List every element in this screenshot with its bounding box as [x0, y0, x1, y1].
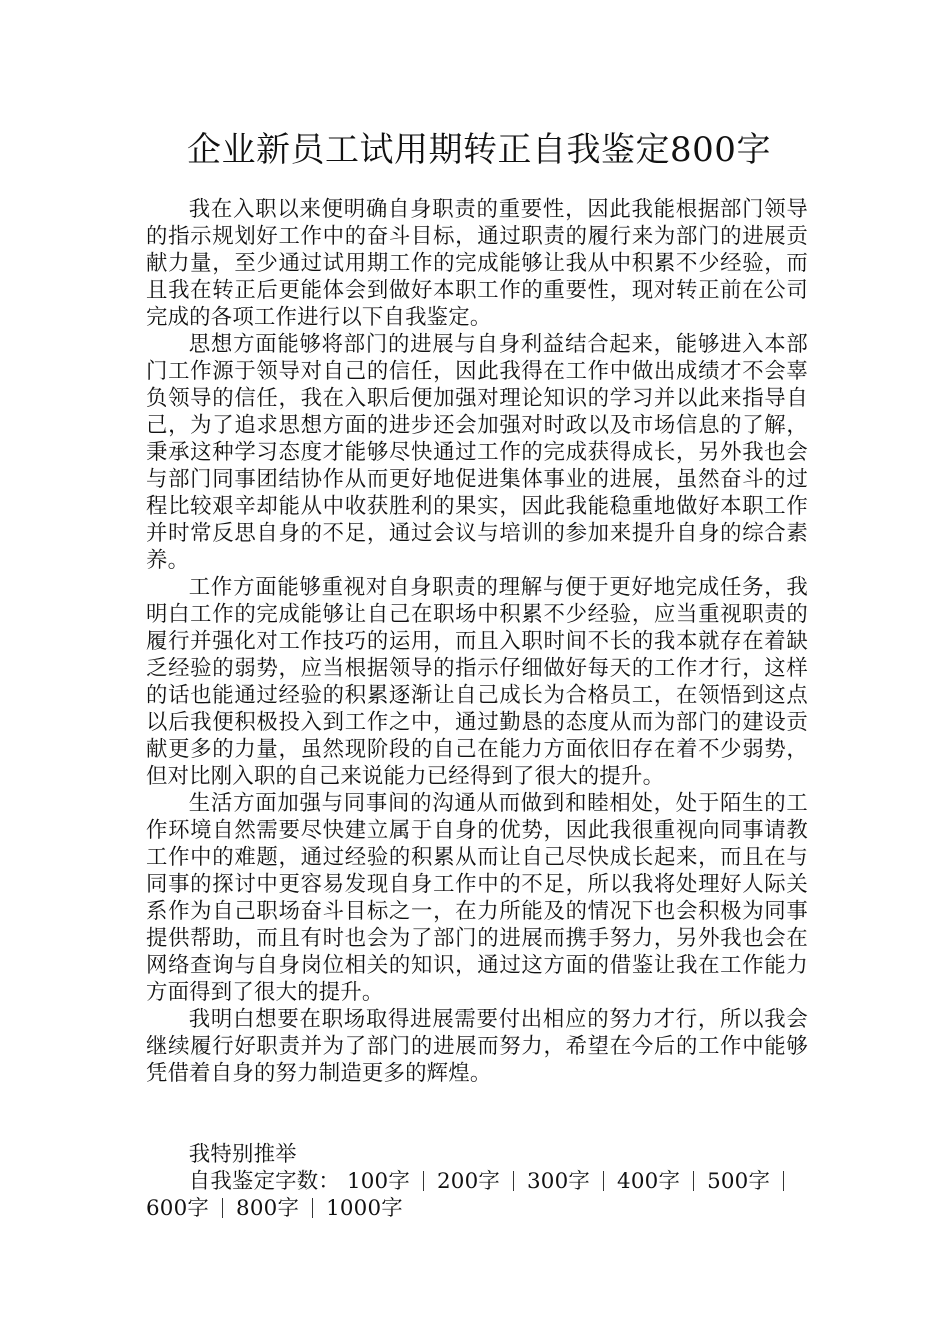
word-count-links: [146, 1168, 808, 1222]
link-100[interactable]: 100字: [346, 1169, 410, 1194]
separator: [513, 1171, 514, 1191]
recommend-section: [146, 1141, 808, 1222]
link-800[interactable]: 800字: [236, 1196, 300, 1221]
link-400[interactable]: 400字: [617, 1169, 681, 1194]
separator: [693, 1171, 694, 1191]
link-600[interactable]: 600字: [146, 1196, 210, 1221]
link-300[interactable]: 300字: [527, 1169, 591, 1194]
link-500[interactable]: 500字: [707, 1169, 771, 1194]
separator: [603, 1171, 604, 1191]
link-1000[interactable]: 1000字: [326, 1196, 403, 1221]
body-paragraph: 工作方面能够重视对自身职责的理解与便于更好地完成任务，我明白工作的完成能够让自己在职场中积累不少经验，应当重视职责的履行并强化对工作技巧的运用，而且入职时间不长的我本就存在着缺乏经验的弱势，应当根据领导的指示仔细做好每天的工作才行，这样的话也能通过经验的积累逐渐让自己成长为合格员工，在领悟到这点以后我便积极投入到工作之中，通过勤恳的态度从而为部门的建设贡献更多的力量，虽然现阶段的自己在能力方面依旧存在着不少弱势，但对比刚入职的自己来说能力已经得到了很大的提升。: [146, 575, 808, 789]
body-paragraph: 思想方面能够将部门的进展与自身利益结合起来，能够进入本部门工作源于领导对自己的信任，因此我得在工作中做出成绩才不会辜负领导的信任，我在入职后便加强对理论知识的学习并以此来指导自己，为了追求思想方面的进步还会加强对时政以及市场信息的了解，秉承这种学习态度才能够尽快通过工作的完成获得成长，另外我也会与部门同事团结协作从而更好地促进集体事业的进展，虽然奋斗的过程比较艰辛却能从中收获胜利的果实，因此我能稳重地做好本职工作并时常反思自身的不足，通过会议与培训的参加来提升自身的综合素养。: [146, 332, 808, 573]
body-paragraph: 生活方面加强与同事间的沟通从而做到和睦相处，处于陌生的工作环境自然需要尽快建立属于自身的优势，因此我很重视向同事请教工作中的难题，通过经验的积累从而让自己尽快成长起来，而且在与同事的探讨中更容易发现自身工作中的不足，所以我将处理好人际关系作为自己职场奋斗目标之一，在力所能及的情况下也会积极为同事提供帮助，而且有时也会为了部门的进展而携手努力，另外我也会在网络查询与自身岗位相关的知识，通过这方面的借鉴让我在工作能力方面得到了很大的提升。: [146, 791, 808, 1005]
separator: [222, 1198, 223, 1218]
body-paragraph: 我在入职以来便明确自身职责的重要性，因此我能根据部门领导的指示规划好工作中的奋斗目标，通过职责的履行来为部门的进展贡献力量，至少通过试用期工作的完成能够让我从中积累不少经验，而且我在转正后更能体会到做好本职工作的重要性，现对转正前在公司完成的各项工作进行以下自我鉴定。: [146, 197, 808, 330]
document-body: [146, 196, 808, 1087]
word-count-label: 自我鉴定字数：: [188, 1169, 340, 1194]
separator: [423, 1171, 424, 1191]
body-paragraph: 我明白想要在职场取得进展需要付出相应的努力才行，所以我会继续履行好职责并为了部门的进展而努力，希望在今后的工作中能够凭借着自身的努力制造更多的辉煌。: [146, 1007, 808, 1086]
separator: [783, 1171, 784, 1191]
separator: [312, 1198, 313, 1218]
link-200[interactable]: 200字: [436, 1169, 500, 1194]
document-title: 企业新员工试用期转正自我鉴定800字: [187, 130, 771, 170]
recommend-heading: 我特别推举: [188, 1142, 297, 1167]
